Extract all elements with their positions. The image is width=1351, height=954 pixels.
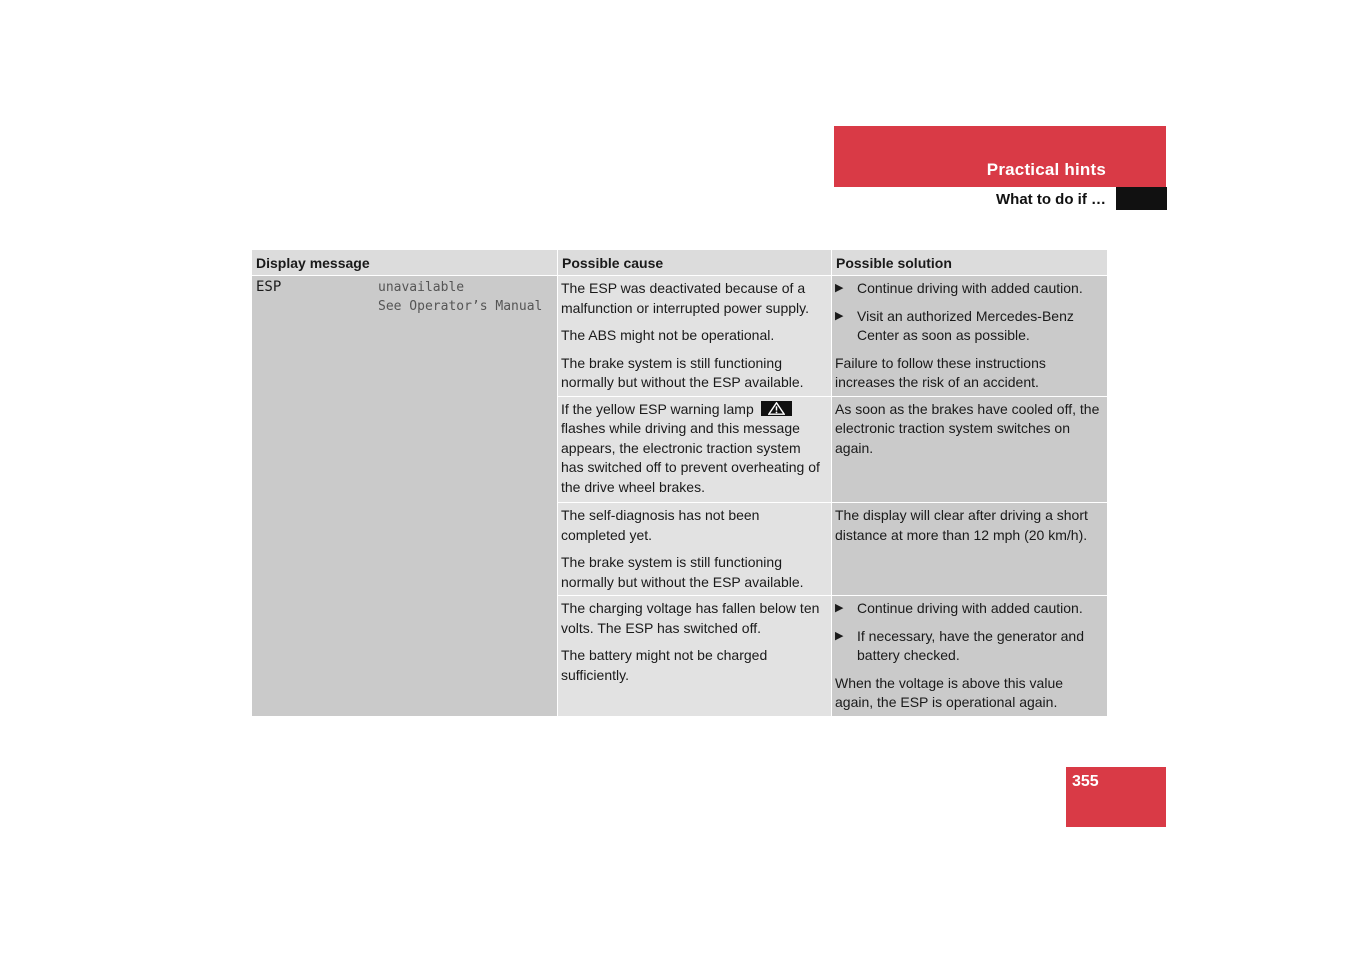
warning-triangle-icon	[761, 401, 792, 416]
solution-text: When the voltage is above this value again, the ESP is operational again.	[835, 674, 1064, 710]
cause-text: The self-diagnosis has not been completed yet.	[561, 507, 760, 543]
cause-cell	[558, 276, 832, 397]
solution-cell	[832, 596, 1108, 716]
solution-text: As soon as the brakes have cooled off, the electronic traction system switches on again.	[835, 400, 1100, 456]
thumb-tab-marker	[1116, 187, 1167, 210]
section-title: Practical hints	[986, 160, 1106, 179]
solution-cell	[832, 396, 1108, 503]
display-message-cell	[252, 276, 558, 716]
table-row	[252, 276, 1107, 397]
bullet-arrow-icon: ▶	[835, 629, 844, 642]
cause-cell	[558, 503, 832, 596]
cause-cell	[558, 396, 832, 503]
cause-text-part: If the yellow ESP warning lamp	[561, 400, 754, 417]
solution-cell	[832, 276, 1108, 397]
cause-text: The battery might not be charged sufficiently.	[561, 647, 768, 683]
solution-step-text: Continue driving with added caution.	[857, 280, 1083, 296]
solution-text: Failure to follow these instructions increases the risk of an accident.	[835, 354, 1046, 390]
cause-cell	[558, 596, 832, 716]
display-message-line: unavailable	[378, 280, 465, 295]
solution-step-text: Visit an authorized Mercedes-Benz Center as soon as possible.	[857, 307, 1074, 343]
solution-step-text: Continue driving with added caution.	[857, 600, 1083, 616]
cause-text: The brake system is still functioning normally but without the ESP available.	[561, 554, 804, 590]
bullet-arrow-icon: ▶	[835, 602, 844, 614]
display-key: ESP	[256, 279, 282, 295]
solution-step	[835, 307, 1103, 346]
solution-cell	[832, 503, 1108, 596]
table-header-row	[252, 250, 1107, 276]
cause-text: The ESP was deactivated because of a malfunction or interrupted power supply.	[561, 280, 809, 316]
solution-text: The display will clear after driving a short distance at more than 12 mph (20 km/h).	[835, 507, 1088, 543]
display-message-text	[378, 278, 542, 316]
solution-step	[835, 627, 1103, 666]
page-number-box	[1066, 767, 1166, 827]
bullet-arrow-icon: ▶	[835, 282, 844, 294]
header-possible-solution: Possible solution	[832, 250, 1108, 276]
header-possible-cause: Possible cause	[558, 250, 832, 276]
header-display-message: Display message	[252, 250, 558, 276]
solution-step	[835, 279, 1103, 299]
section-header-band	[834, 126, 1166, 187]
message-table	[252, 250, 1107, 716]
cause-text	[561, 400, 827, 498]
cause-text: The charging voltage has fallen below ten volts. The ESP has switched off.	[561, 600, 820, 636]
solution-step	[835, 599, 1103, 619]
cause-text: The brake system is still functioning normally but without the ESP available.	[561, 354, 804, 390]
display-message-line: See Operator’s Manual	[378, 299, 543, 314]
subsection-title: What to do if …	[996, 191, 1106, 208]
cause-text: The ABS might not be operational.	[561, 327, 775, 343]
bullet-arrow-icon: ▶	[835, 309, 844, 322]
esp-message-table	[252, 250, 1107, 716]
page-number: 355	[1072, 773, 1099, 790]
solution-step-text: If necessary, have the generator and battery checked.	[857, 627, 1084, 663]
cause-text-part: flashes while driving and this message appears, the electronic traction system has switched off to prevent overheating of the drive wheel brakes.	[561, 420, 820, 495]
